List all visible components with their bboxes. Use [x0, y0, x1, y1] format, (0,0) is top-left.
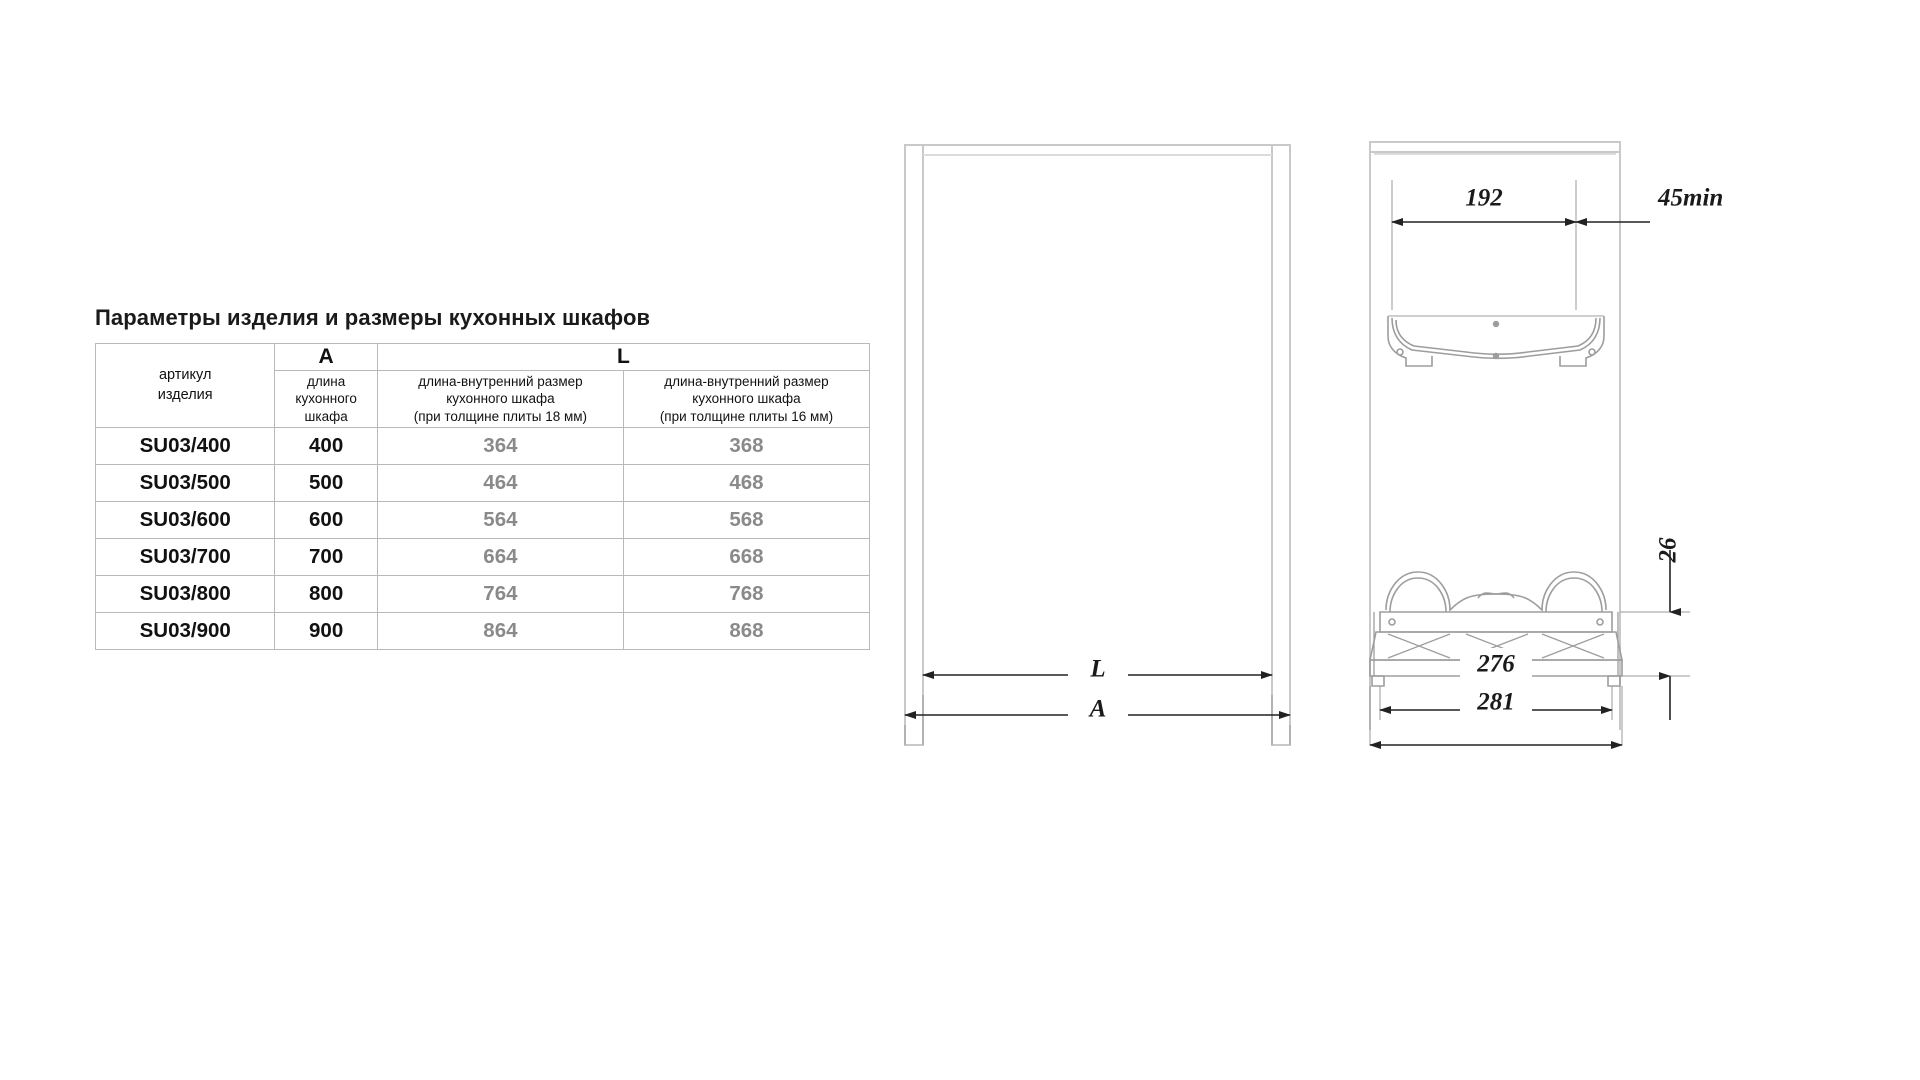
dimension-label-L: L [1090, 655, 1106, 683]
cell-a: 400 [275, 428, 378, 465]
front-view-drawing [905, 145, 1290, 745]
cell-article: SU03/700 [96, 539, 275, 576]
cell-a: 900 [275, 613, 378, 650]
header-l16-line1: длина-внутренний размер [664, 373, 829, 389]
cell-l18: 864 [377, 613, 623, 650]
cell-l18: 364 [377, 428, 623, 465]
header-article-line1: артикул [158, 366, 212, 383]
dimension-label-281: 281 [1477, 688, 1515, 716]
spec-table [95, 343, 870, 650]
header-a-sub [275, 371, 378, 428]
header-l18-sub [377, 371, 623, 428]
header-l-letter: L [377, 344, 869, 371]
cell-article: SU03/900 [96, 613, 275, 650]
table-row [96, 502, 870, 539]
upper-basket-assembly [1388, 316, 1604, 366]
table-row [96, 428, 870, 465]
cell-l18: 664 [377, 539, 623, 576]
table-header-row-1 [96, 344, 870, 371]
dimension-label-26: 26 [1654, 537, 1682, 563]
dimension-label-192: 192 [1465, 184, 1503, 212]
header-l16-sub [623, 371, 869, 428]
cell-article: SU03/500 [96, 465, 275, 502]
technical-drawings [900, 120, 1850, 920]
cell-a: 700 [275, 539, 378, 576]
header-l16-line2: кухонного шкафа [692, 391, 801, 407]
side-view-drawing [1370, 142, 1723, 745]
dimension-label-45min: 45min [1658, 184, 1724, 212]
header-l18-line1: длина-внутренний размер [418, 373, 583, 389]
header-a-sub-line3: шкафа [304, 408, 348, 424]
cell-l16: 368 [623, 428, 869, 465]
table-row [96, 613, 870, 650]
cell-article: SU03/400 [96, 428, 275, 465]
table-row [96, 576, 870, 613]
table-row [96, 539, 870, 576]
header-l18-line2: кухонного шкафа [446, 391, 555, 407]
spec-table-block [95, 305, 885, 650]
cell-l16: 668 [623, 539, 869, 576]
cell-a: 600 [275, 502, 378, 539]
dimension-label-276: 276 [1477, 650, 1515, 678]
cell-l18: 464 [377, 465, 623, 502]
cell-article: SU03/600 [96, 502, 275, 539]
cell-l16: 868 [623, 613, 869, 650]
header-a-letter: A [275, 344, 378, 371]
header-article-line2: изделия [157, 386, 213, 403]
cell-l16: 568 [623, 502, 869, 539]
header-a-sub-line2: кухонного [295, 391, 357, 407]
cell-a: 500 [275, 465, 378, 502]
cell-l16: 768 [623, 576, 869, 613]
cell-l18: 564 [377, 502, 623, 539]
cell-l16: 468 [623, 465, 869, 502]
header-a-sub-line1: длина [307, 373, 346, 389]
cell-a: 800 [275, 576, 378, 613]
dimension-label-A: A [1089, 695, 1107, 723]
cell-l18: 764 [377, 576, 623, 613]
header-l16-line3: (при толщине плиты 16 мм) [659, 408, 834, 424]
header-article [96, 344, 275, 428]
page-title: Параметры изделия и размеры кухонных шкафов [95, 305, 651, 330]
header-l18-line3: (при толщине плиты 18 мм) [413, 408, 588, 424]
table-row [96, 465, 870, 502]
cell-article: SU03/800 [96, 576, 275, 613]
